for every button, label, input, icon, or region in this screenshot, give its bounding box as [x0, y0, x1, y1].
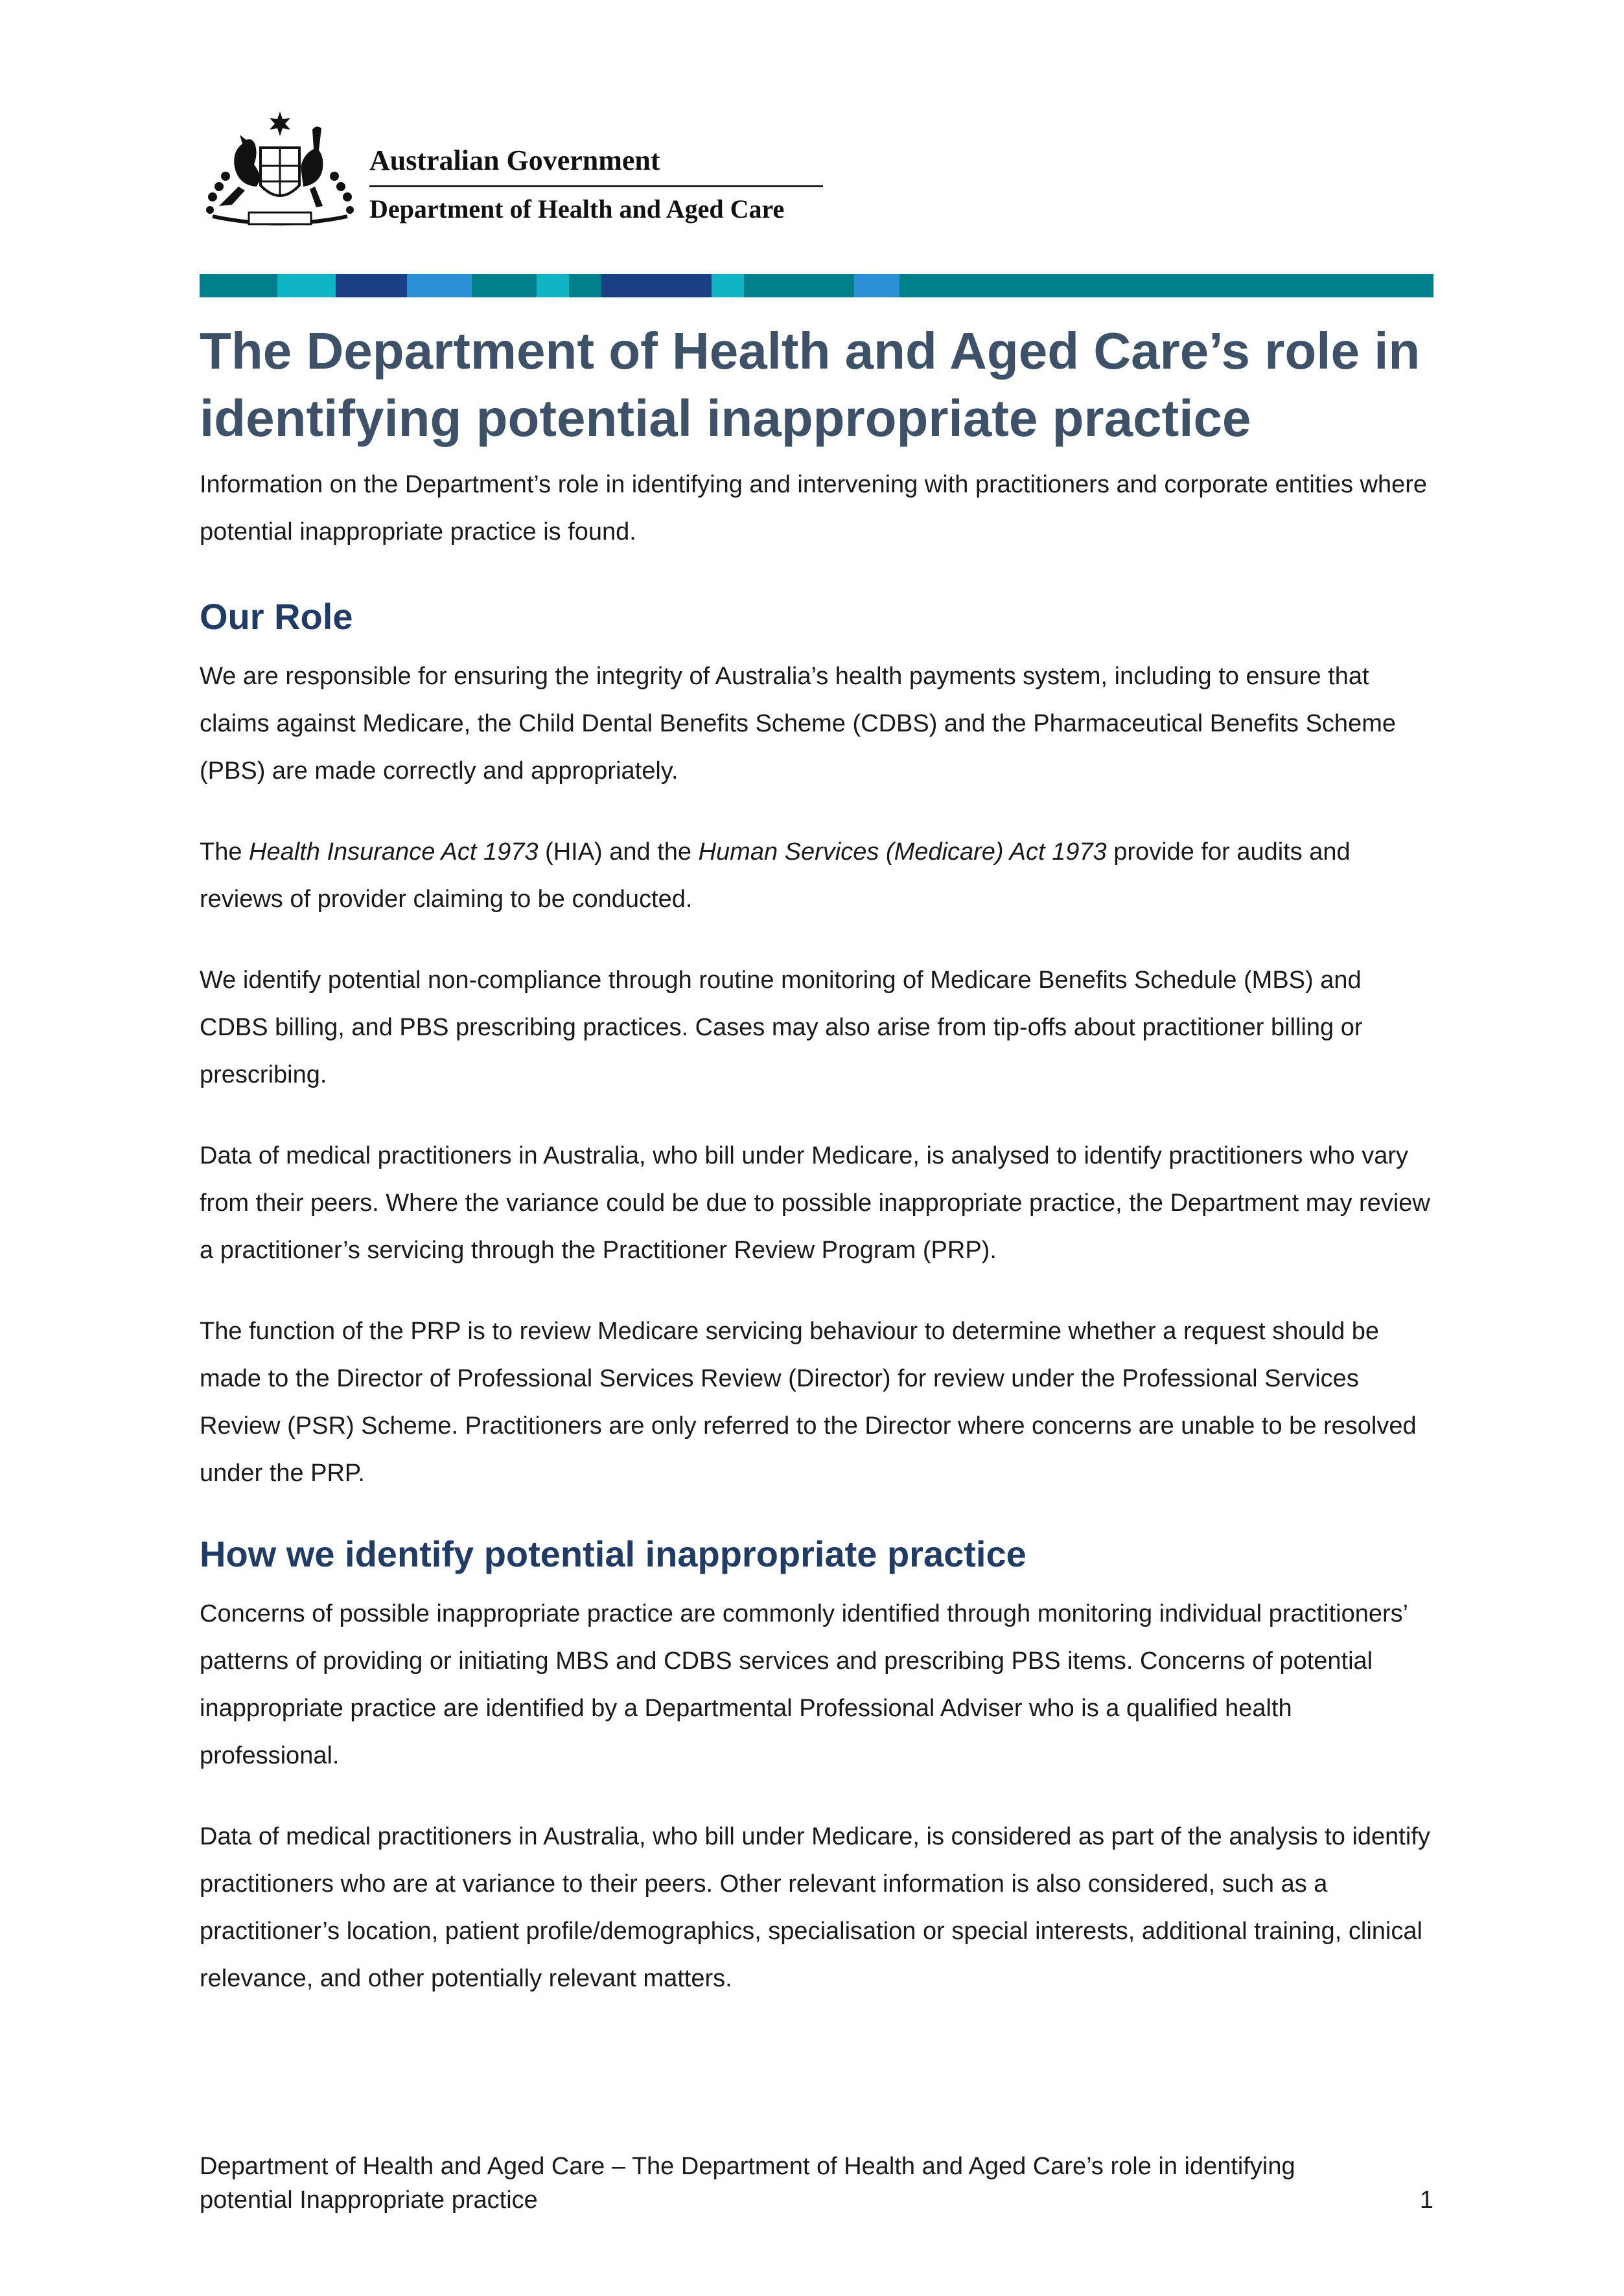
- section-heading-how-we-identify: How we identify potential inappropriate practice: [200, 1533, 1027, 1574]
- paragraph: We are responsible for ensuring the integrity of Australia’s health payments system, including to ensure that claims against Medicare, the Child Dental Benefits Scheme (CDBS) and the Pharmaceutical Benefits Scheme (PBS) are made correctly and appropriately.: [200, 663, 1396, 785]
- paragraph-legislation: [200, 829, 1433, 923]
- page-footer: [200, 2150, 1433, 2217]
- stripe-segment: [712, 274, 744, 297]
- stripe-segment: [569, 274, 601, 297]
- section-heading-our-role: Our Role: [200, 596, 353, 637]
- government-wordmark: [369, 143, 823, 227]
- text-run: (HIA) and the: [538, 838, 699, 866]
- department-name: Department of Health and Aged Care: [369, 194, 785, 224]
- act-title: Health Insurance Act 1973: [249, 838, 539, 866]
- government-logo: [200, 109, 835, 232]
- document-body: [200, 317, 1433, 2036]
- stripe-segment: [537, 274, 569, 297]
- footer-line-2: potential Inappropriate practice: [200, 2187, 538, 2214]
- header-color-stripe: [200, 274, 1433, 297]
- page-title: The Department of Health and Aged Care’s role in identifying potential inappropriate practice: [200, 322, 1421, 447]
- text-run: provide for audits and reviews of provider claiming to be conducted.: [200, 838, 1351, 913]
- coat-of-arms-icon: [200, 109, 360, 232]
- paragraph: We identify potential non-compliance through routine monitoring of Medicare Benefits Schedule (MBS) and CDBS billing, and PBS prescribing practices. Cases may also arise from tip-offs about practitioner billing or prescribing.: [200, 967, 1363, 1088]
- government-name: Australian Government: [369, 143, 823, 187]
- text-run: The: [200, 838, 249, 866]
- stripe-segment: [854, 274, 899, 297]
- stripe-segment: [601, 274, 712, 297]
- footer-line-1: Department of Health and Aged Care – The Department of Health and Aged Care’s role in identifying: [200, 2153, 1295, 2180]
- stripe-segment: [744, 274, 854, 297]
- stripe-segment: [899, 274, 1433, 297]
- paragraph: Data of medical practitioners in Australia, who bill under Medicare, is analysed to identify practitioners who vary from their peers. Where the variance could be due to possible inappropriate practice, the Department may review a practitioner’s servicing through the Practitioner Review Program (PRP).: [200, 1142, 1430, 1264]
- stripe-segment: [407, 274, 472, 297]
- paragraph: Data of medical practitioners in Australia, who bill under Medicare, is considered as part of the analysis to identify practitioners who are at variance to their peers. Other relevant information is also considered, such as a practitioner’s location, patient profile/demographics, specialisation or special interests, additional training, clinical relevance, and other potentially relevant matters.: [200, 1823, 1430, 1992]
- stripe-segment: [336, 274, 407, 297]
- page-number: 1: [1419, 2187, 1433, 2214]
- paragraph: The function of the PRP is to review Medicare servicing behaviour to determine whether a request should be made to the Director of Professional Services Review (Director) for review under the Professional Services Review (PSR) Scheme. Practitioners are only referred to the Director where concerns are unable to be resolved under the PRP.: [200, 1318, 1417, 1487]
- paragraph: Concerns of possible inappropriate practice are commonly identified through monitoring individual practitioners’ patterns of providing or initiating MBS and CDBS services and prescribing PBS items. Concerns of potential inappropriate practice are identified by a Departmental Professional Adviser who is a qualified health professional.: [200, 1600, 1408, 1769]
- act-title: Human Services (Medicare) Act 1973: [698, 838, 1107, 866]
- stripe-segment: [200, 274, 277, 297]
- stripe-segment: [277, 274, 336, 297]
- intro-paragraph: Information on the Department’s role in identifying and intervening with practitioners and corporate entities where potential inappropriate practice is found.: [200, 471, 1428, 545]
- stripe-segment: [472, 274, 537, 297]
